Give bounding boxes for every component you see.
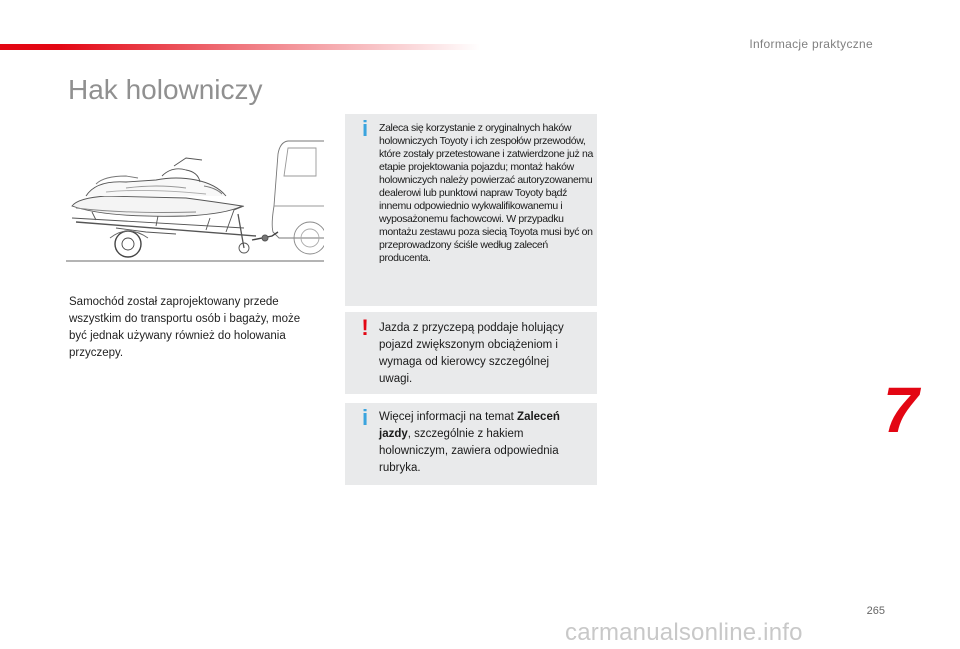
intro-paragraph: Samochód został zaprojektowany przede wszystkim do transportu osób i bagaży, może być jednak używany również do holowania przyczepy.: [69, 296, 301, 359]
info-note-text: Więcej informacji na temat Zaleceń jazdy, szczególnie z hakiem holowniczym, zawiera odpowiednia rubryka.: [379, 411, 560, 474]
warning-note-text: Jazda z przyczepą poddaje holujący pojazd zwiększonym obciążeniom i wymaga od kierowcy szczególnej uwagi.: [379, 322, 564, 385]
page-title: Hak holowniczy: [68, 74, 263, 105]
chapter-number: 7: [883, 374, 919, 446]
exclamation-icon: !: [361, 315, 369, 340]
section-title: Informacje praktyczne: [749, 37, 873, 51]
info-icon: i: [361, 405, 369, 430]
watermark: carmanualsonline.info: [565, 619, 803, 646]
info-note-driving-advice: [345, 403, 597, 485]
info-note-text: Zaleca się korzystanie z oryginalnych haków holowniczych Toyoty i ich zespołów przewodów, które zostały przetestowane i zatwierdzone już na etapie projektowania pojazdu; montaż haków holowniczych należy powierzać autoryzowanemu dealerowi lub punktowi napraw Toyoty bądź innemu odpowiednio wykwalifikowanemu i wyposażonemu fachowcowi. W przypadku montażu zestawu poza siecią Toyota musi być on przeprowadzony ściśle według zaleceń producenta.: [379, 122, 593, 264]
driving-advice-link[interactable]: Zaleceń jazdy: [379, 411, 560, 440]
header-accent-bar: [0, 44, 480, 50]
page-number: 265: [866, 605, 885, 617]
trailer-jetski-illustration: [66, 136, 324, 264]
info-icon: i: [361, 116, 369, 141]
warning-note-trailer: [345, 312, 597, 394]
info-note-original-hitch: [345, 114, 597, 306]
